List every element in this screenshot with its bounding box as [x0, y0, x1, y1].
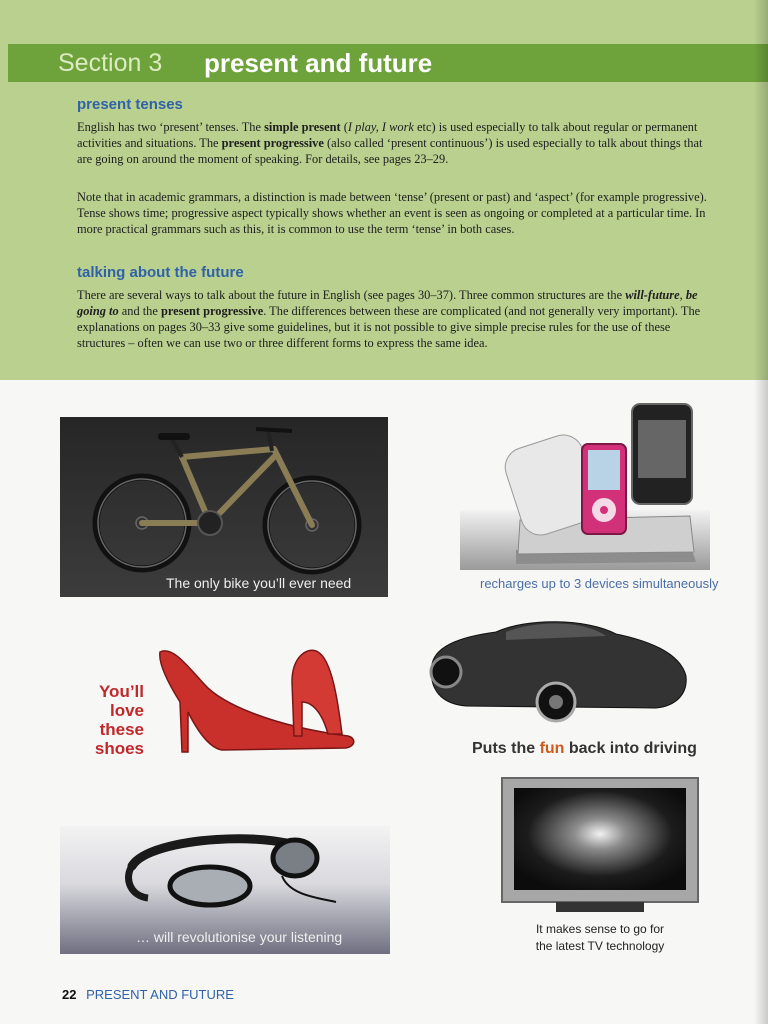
present-tenses-paragraph-2: Note that in academic grammars, a distinction is made between ‘tense’ (present or past) and ‘aspect’ (for example progressive). Tense shows time; progressive aspect typically shows whether an event is seen as ongoing or completed at a particular time. In more practical grammars such as this, it is common to use the term ‘tense’ in both cases. — [77, 190, 707, 236]
text-run: be going to — [77, 288, 698, 318]
text-run: . The differences between these are complicated (and not generally very important). The explanations on pages 30–33 give some guidelines, but it is not possible to give simple precise rules for the use of these structures – often we can use two or three different forms to express the same idea. — [77, 304, 701, 350]
tv-caption — [500, 921, 700, 955]
bike-ad — [60, 417, 388, 597]
text-run: I play, I work — [347, 120, 414, 134]
future-paragraph — [77, 287, 717, 351]
shoes-caption-line: You’ll — [98, 682, 144, 701]
text-run: and the — [118, 304, 161, 318]
shoes-image — [152, 642, 362, 760]
present-tenses-paragraph-1 — [77, 119, 717, 167]
charger-ad-image — [460, 400, 710, 570]
section-title: present and future — [204, 48, 433, 78]
text-run: There are several ways to talk about the future in English (see pages 30–37). Three common structures are the — [77, 288, 626, 302]
text-run: simple present — [264, 120, 341, 134]
shoes-caption-line: these — [99, 720, 144, 739]
text-run: will-future — [625, 288, 680, 302]
car-caption — [472, 740, 697, 758]
text-run: ( — [340, 120, 348, 134]
page-footer — [62, 987, 234, 1002]
text-run: English has two ‘present’ tenses. The — [77, 120, 265, 134]
shoes-caption-line: love — [109, 701, 144, 720]
charger-caption: recharges up to 3 devices simultaneously — [480, 576, 719, 591]
text-run: etc) is used especially to talk about regular or permanent activities and situations. The — [77, 120, 698, 150]
headphones-ad — [60, 826, 390, 954]
bike-image — [60, 417, 388, 597]
page-edge-shadow — [754, 0, 768, 1024]
text-run: (also called ‘present continuous’) is used especially to talk about things that are going on around the moment of speaking. For details, see pages 23–29. — [77, 136, 703, 166]
future-heading: talking about the future — [77, 264, 244, 281]
shoes-caption-line: shoes — [94, 739, 144, 758]
charger-image — [460, 400, 710, 570]
section-header-bar — [8, 44, 768, 82]
text-run: present progressive — [221, 136, 324, 150]
bike-caption: The only bike you’ll ever need — [166, 575, 352, 591]
car-caption-end: back into driving — [564, 740, 697, 757]
present-tenses-heading: present tenses — [77, 96, 183, 113]
intro-panel — [0, 0, 768, 380]
page-number: 22 — [62, 987, 77, 1002]
section-number: Section 3 — [58, 49, 163, 77]
shoes-caption — [70, 682, 144, 758]
car-image — [426, 614, 690, 728]
text-run: , — [679, 288, 686, 302]
tv-caption-line: the latest TV technology — [535, 939, 665, 953]
footer-title: PRESENT AND FUTURE — [86, 987, 234, 1002]
tv-image — [500, 776, 700, 914]
car-caption-highlight: fun — [539, 740, 565, 757]
headphones-caption: … will revolutionise your listening — [136, 929, 343, 945]
car-caption-start: Puts the — [472, 740, 540, 757]
text-run: present progressive — [160, 304, 264, 318]
tv-caption-line: It makes sense to go for — [535, 922, 665, 936]
